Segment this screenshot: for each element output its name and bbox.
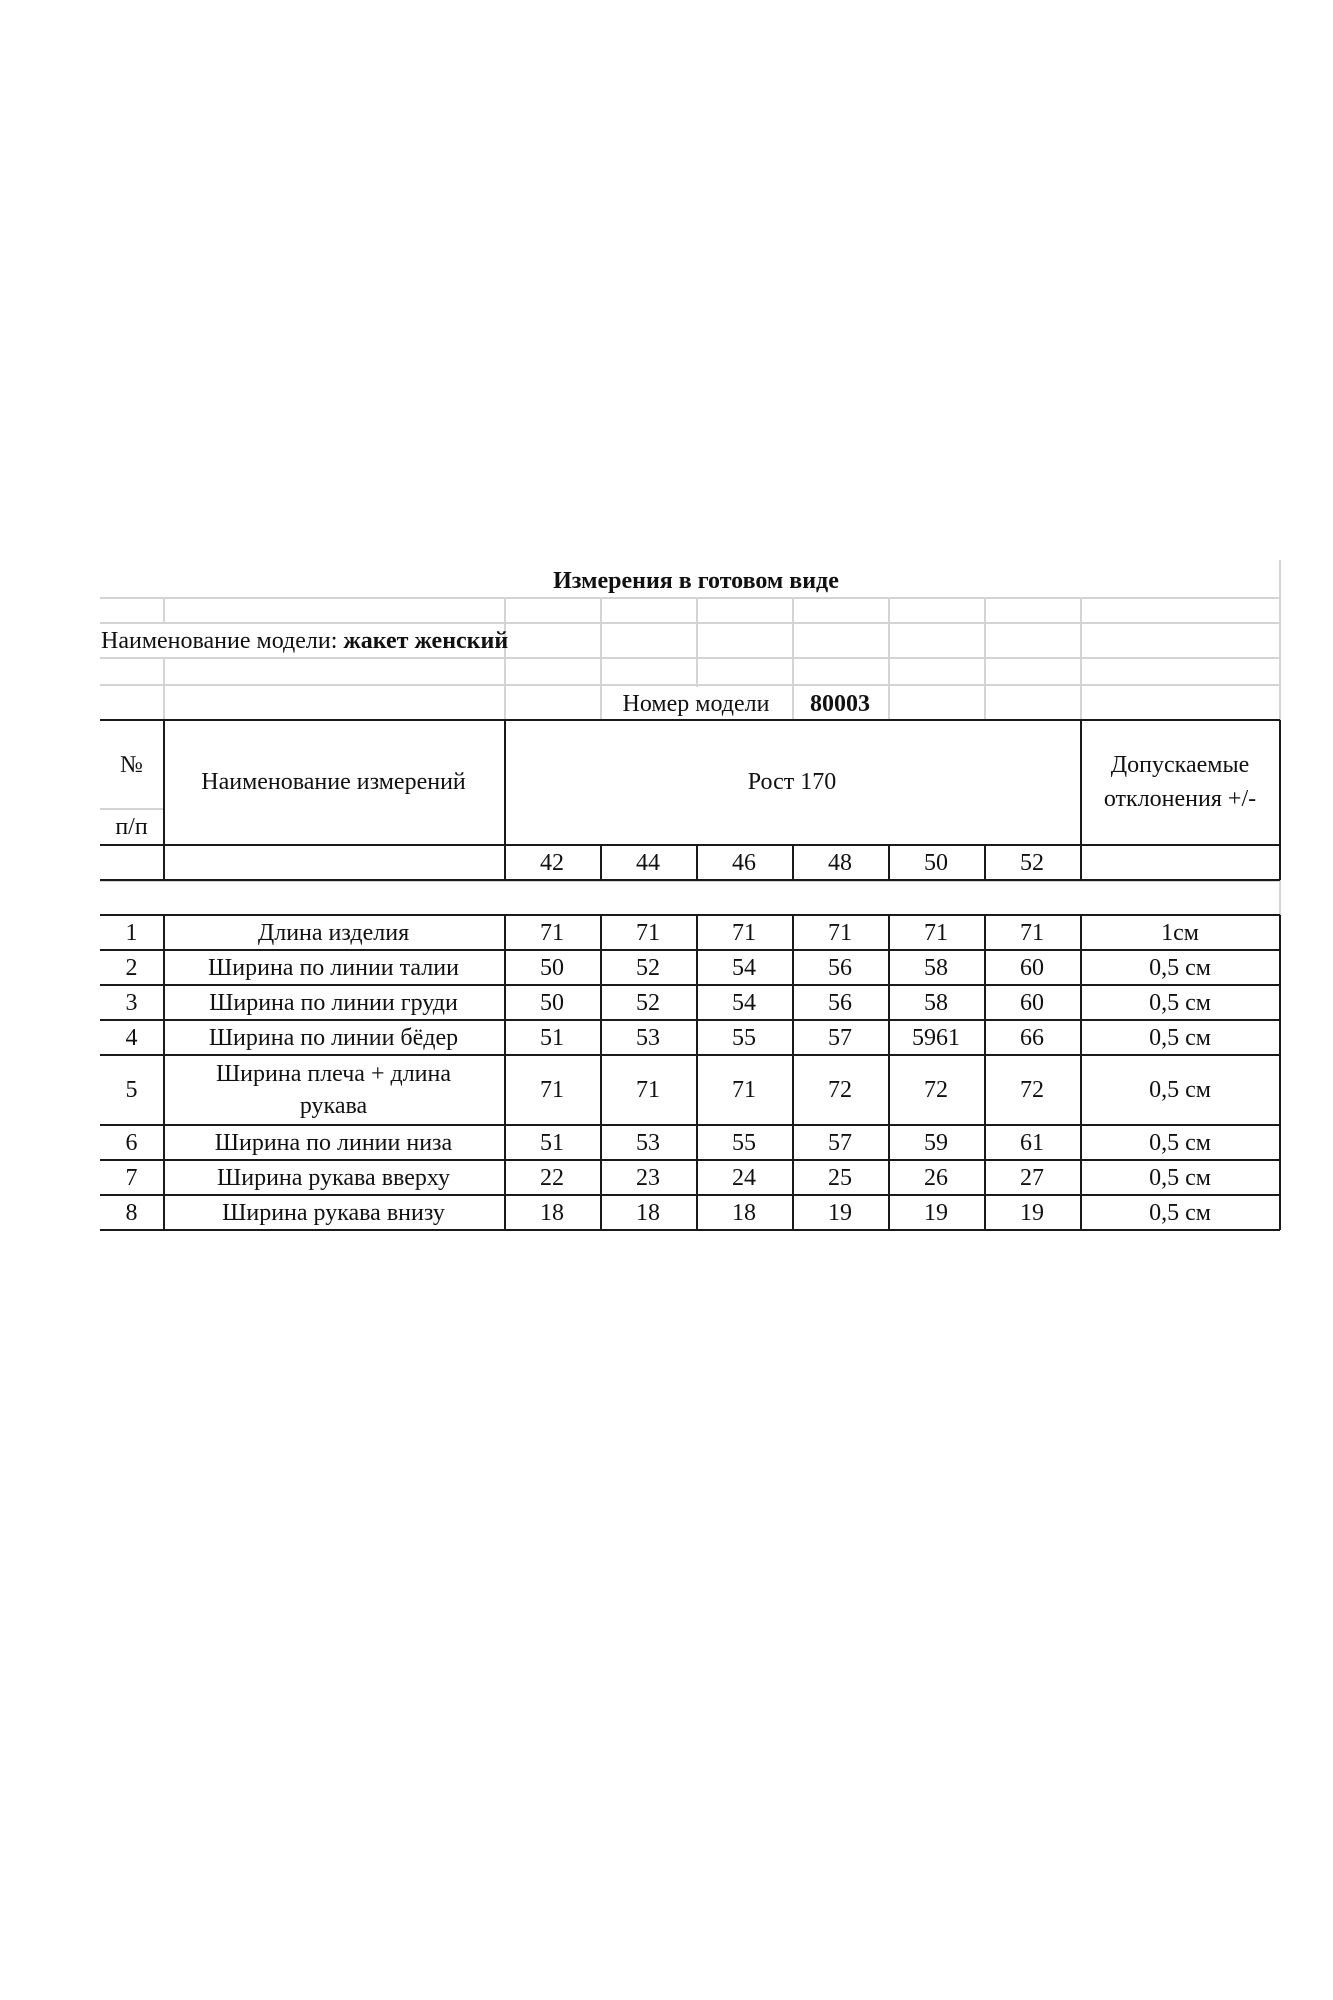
size-value: 50 [540,989,564,1016]
size-value: 52 [636,989,660,1016]
size-value: 61 [1020,1129,1044,1156]
size-value: 56 [828,989,852,1016]
header-tolerance-line2: отклонения +/- [1103,786,1257,812]
measurement-name: Ширина по линии бёдер [208,1024,459,1051]
row-number: 1 [125,919,138,946]
measurement-name-line2: рукава [299,1093,368,1119]
size-value: 23 [636,1164,660,1191]
size-value: 58 [924,989,948,1016]
tolerance-value: 0,5 см [1149,1129,1211,1156]
size-value: 19 [828,1199,852,1226]
size-value: 27 [1020,1164,1044,1191]
size-value: 66 [1020,1024,1044,1051]
size-value: 22 [540,1164,564,1191]
size-value: 72 [828,1077,852,1103]
size-value: 72 [1020,1077,1044,1103]
size-value: 71 [828,919,852,946]
header-height: Рост 170 [747,769,837,795]
header-measurement-name: Наименование измерений [201,769,466,795]
size-value: 55 [732,1129,756,1156]
tolerance-value: 0,5 см [1149,954,1211,981]
size-value: 56 [828,954,852,981]
size-value: 60 [1020,989,1044,1016]
size-value: 18 [732,1199,756,1226]
grid-line [888,597,890,720]
model-number-label: Номер модели [622,691,770,717]
size-value: 71 [636,1077,660,1103]
tolerance-value: 0,5 см [1149,1164,1211,1191]
header-tolerance [1080,720,1280,844]
size-value: 71 [732,919,756,946]
size-value: 19 [924,1199,948,1226]
size-value: 71 [540,919,564,946]
model-name-label: Наименование модели: [101,628,338,654]
measurement-name: Длина изделия [257,919,410,946]
row-number: 8 [125,1199,138,1226]
size-value: 19 [1020,1199,1044,1226]
measurement-name: Ширина рукава вверху [217,1164,450,1191]
measurement-name: Ширина по линии груди [209,989,458,1016]
grid-line [163,597,165,622]
size-value: 59 [924,1129,948,1156]
row-number: 3 [125,989,138,1016]
measurement-name: Ширина рукава внизу [222,1199,445,1226]
size-header: 48 [828,849,852,876]
size-value: 52 [636,954,660,981]
size-value: 18 [540,1199,564,1226]
size-value: 50 [540,954,564,981]
tolerance-value: 0,5 см [1149,989,1211,1016]
header-tolerance-line1: Допускаемые [1110,752,1250,778]
row-number: 7 [125,1164,138,1191]
size-header: 46 [732,849,756,876]
model-name-line [101,626,508,656]
grid-line [163,657,165,720]
size-value: 71 [636,919,660,946]
size-value: 71 [924,919,948,946]
grid-line [100,597,1280,599]
size-value: 71 [732,1077,756,1103]
size-value: 18 [636,1199,660,1226]
size-value: 60 [1020,954,1044,981]
row-number: 4 [125,1024,138,1051]
grid-line [504,597,506,720]
tolerance-value: 0,5 см [1149,1077,1211,1103]
tolerance-value: 0,5 см [1149,1199,1211,1226]
model-name-value: жакет женский [343,628,509,654]
measurement-name: Ширина по линии низа [214,1129,453,1156]
row-number: 2 [125,954,138,981]
grid-line [1279,560,1281,720]
size-value: 53 [636,1129,660,1156]
size-header: 52 [1020,849,1044,876]
size-value: 54 [732,954,756,981]
measurement-name [163,1055,504,1125]
measurement-name: Ширина по линии талии [208,954,459,981]
model-number-value: 80003 [810,691,870,717]
size-value: 25 [828,1164,852,1191]
size-value: 53 [636,1024,660,1051]
grid-line [1080,597,1082,720]
size-value: 57 [828,1129,852,1156]
document-title: Измерения в готовом виде [553,568,839,594]
row-number: 5 [125,1077,138,1103]
row-number: 6 [125,1129,138,1156]
grid-line [984,597,986,720]
size-value: 58 [924,954,948,981]
size-value: 72 [924,1077,948,1103]
grid-line [1279,880,1281,915]
size-value: 55 [732,1024,756,1051]
tolerance-value: 0,5 см [1149,1024,1211,1051]
size-header: 44 [636,849,660,876]
size-header: 42 [540,849,564,876]
tolerance-value: 1см [1161,919,1199,946]
size-value: 51 [540,1129,564,1156]
size-value: 71 [1020,919,1044,946]
header-no-sub: п/п [115,814,148,840]
size-value: 51 [540,1024,564,1051]
grid-line [696,597,698,687]
grid-line [100,657,1280,659]
size-value: 24 [732,1164,756,1191]
size-value: 54 [732,989,756,1016]
size-header: 50 [924,849,948,876]
size-value: 57 [828,1024,852,1051]
size-value: 26 [924,1164,948,1191]
measurement-name-line1: Ширина плеча + длина [215,1061,452,1087]
size-value: 5961 [912,1024,960,1051]
grid-line [100,684,1280,686]
grid-line [100,622,1280,624]
size-value: 71 [540,1077,564,1103]
header-no: № [120,752,143,778]
